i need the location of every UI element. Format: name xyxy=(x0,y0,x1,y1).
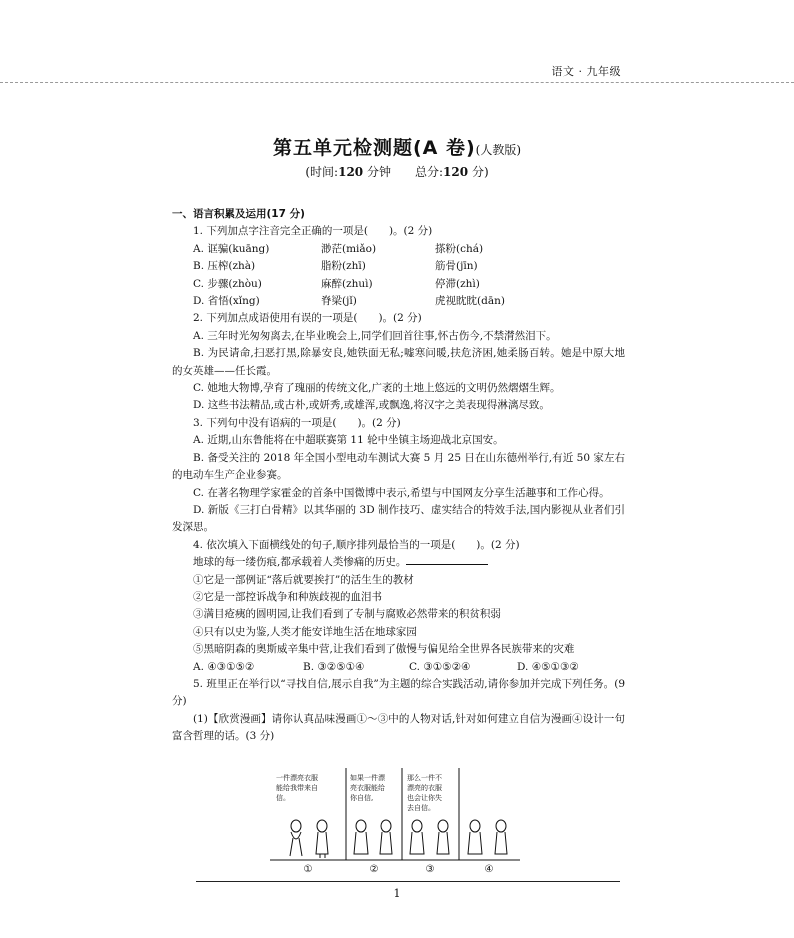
header-divider xyxy=(0,82,794,83)
comic-panel-3-number: ③ xyxy=(425,864,435,874)
comic-panel-2-number: ② xyxy=(369,864,379,874)
q4-item-2: ②它是一部控诉战争和种族歧视的血泪书 xyxy=(193,590,382,603)
q4-choices xyxy=(172,659,625,676)
q1-option-d3: 虎视眈眈(dān) xyxy=(435,295,505,308)
score-label: 总分: xyxy=(415,165,444,179)
q4-choice-d: D. ④⑤①③② xyxy=(517,660,579,673)
q1-stem: 1. 下列加点字注音完全正确的一项是( )。(2 分) xyxy=(193,225,433,238)
q4-item-5: ⑤黑暗阴森的奥斯威辛集中营,让我们看到了傲慢与偏见给全世界各民族带来的灾难 xyxy=(193,643,575,656)
time-label: (时间: xyxy=(305,165,339,179)
page-title xyxy=(0,133,794,160)
q1-option-c2: 麻醉(zhuì) xyxy=(321,277,373,290)
q4-stem: 4. 依次填入下面横线处的句子,顺序排列最恰当的一项是( )。(2 分) xyxy=(193,538,520,551)
q2-option-b: B. 为民请命,扫恶打黑,除暴安良,她铁面无私;嘘寒问暖,扶危济困,她柔肠百转。她是中原大地的女英雄——任长霞。 xyxy=(172,347,625,377)
q1-option-b1: B. 压榨(zhà) xyxy=(193,260,256,273)
q1-option-a2: 渺茫(miǎo) xyxy=(321,242,377,255)
q2-option-c: C. 她地大物博,孕育了瑰丽的传统文化,广袤的土地上悠远的文明仍然熠熠生辉。 xyxy=(193,382,561,395)
q4-item-4: ④只有以史为鉴,人类才能安详地生活在地球家园 xyxy=(193,625,417,638)
q2-option-a: A. 三年时光匆匆离去,在毕业晚会上,同学们回首往事,怀古伤今,不禁潸然泪下。 xyxy=(193,329,557,342)
svg-text:去自信。: 去自信。 xyxy=(407,804,435,812)
q4-choice-c: C. ③①⑤②④ xyxy=(409,660,471,673)
q1-option-d1: D. 省悟(xǐng) xyxy=(193,295,260,308)
q4-answer-blank[interactable] xyxy=(406,554,488,565)
title-main: 第五单元检测题(A 卷) xyxy=(272,137,476,159)
q1-option-a3: 搽粉(chá) xyxy=(435,242,484,255)
q1-option-d2: 脊梁(jǐ) xyxy=(321,295,357,308)
score-value: 120 xyxy=(443,165,469,179)
svg-text:也会让你失: 也会让你失 xyxy=(407,794,442,802)
title-edition: (人教版) xyxy=(475,143,522,157)
svg-text:信。: 信。 xyxy=(276,794,290,802)
q3-stem: 3. 下列句中没有语病的一项是( )。(2 分) xyxy=(193,416,401,429)
q1-option-c1: C. 步骤(zhòu) xyxy=(193,277,262,290)
q4-lead xyxy=(172,554,625,571)
q2-stem: 2. 下列加点成语使用有误的一项是( )。(2 分) xyxy=(193,312,422,325)
header-subject-grade: 语文 · 九年级 xyxy=(551,65,621,78)
q1-option-c3: 停滞(zhì) xyxy=(435,277,480,290)
comic-panel-4-number: ④ xyxy=(484,864,494,874)
comic-strip xyxy=(270,768,520,874)
q5-sub1: (1)【欣赏漫画】请你认真品味漫画①～③中的人物对话,针对如何建立自信为漫画④设计一句富含哲理的话。(3 分) xyxy=(172,712,625,743)
svg-text:漂亮的衣服: 漂亮的衣服 xyxy=(407,784,442,792)
exam-meta xyxy=(0,163,794,180)
comic-bubble-3: 那么一件不 xyxy=(407,774,442,782)
svg-text:亮衣服能给: 亮衣服能给 xyxy=(350,784,385,792)
q1-options xyxy=(172,241,625,311)
svg-text:能给我带来自: 能给我带来自 xyxy=(276,784,318,792)
q3-option-a: A. 近期,山东鲁能将在中超联赛第 11 轮中坐镇主场迎战北京国安。 xyxy=(193,434,504,447)
q4-choice-a: A. ④③①⑤② xyxy=(193,660,255,673)
q4-choice-b: B. ③②⑤①④ xyxy=(303,660,365,673)
footer-divider xyxy=(196,881,620,882)
comic-characters xyxy=(290,820,507,858)
comic-panel-1-number: ① xyxy=(303,864,313,874)
section-heading: 一、语言积累及运用(17 分) xyxy=(172,208,305,220)
exam-content xyxy=(172,202,625,746)
q3-option-d: D. 新版《三打白骨精》以其华丽的 3D 制作技巧、虚实结合的特效手法,国内影视从业者们引发深思。 xyxy=(172,503,625,534)
comic-bubble-1: 一件漂亮衣服 xyxy=(276,774,318,782)
page-number: 1 xyxy=(393,887,401,900)
q1-option-b2: 脂粉(zhī) xyxy=(321,260,366,273)
q4-item-3: ③满目疮痍的圆明园,让我们看到了专制与腐败必然带来的积贫积弱 xyxy=(193,608,501,621)
q3-option-c: C. 在著名物理学家霍金的首条中国微博中表示,希望与中国网友分享生活趣事和工作心得。 xyxy=(193,486,610,499)
q4-item-1: ①它是一部例证“落后就要挨打”的活生生的教材 xyxy=(193,573,414,586)
svg-text:你自信,: 你自信, xyxy=(350,794,374,802)
q1-option-b3: 筋骨(jīn) xyxy=(435,260,478,273)
score-unit: 分) xyxy=(471,165,489,179)
q4-lead-text: 地球的每一缕伤痕,都承载着人类惨痛的历史。 xyxy=(193,556,407,569)
time-unit: 分钟 xyxy=(366,165,391,179)
comic-bubble-2: 如果一件漂 xyxy=(350,774,385,782)
time-value: 120 xyxy=(338,165,364,179)
q5-stem: 5. 班里正在举行以“寻找自信,展示自我”为主题的综合实践活动,请你参加并完成下列任务。(9 分) xyxy=(172,677,625,708)
q1-option-a1: A. 诓骗(kuāng) xyxy=(193,242,270,255)
q3-option-b: B. 备受关注的 2018 年全国小型电动车测试大赛 5 月 25 日在山东德州举行,有近 50 家左右的电动车生产企业参赛。 xyxy=(172,451,625,482)
q2-option-d: D. 这些书法精品,或古朴,或妍秀,或雄浑,或飘逸,将汉字之美表现得淋漓尽致。 xyxy=(193,399,550,412)
